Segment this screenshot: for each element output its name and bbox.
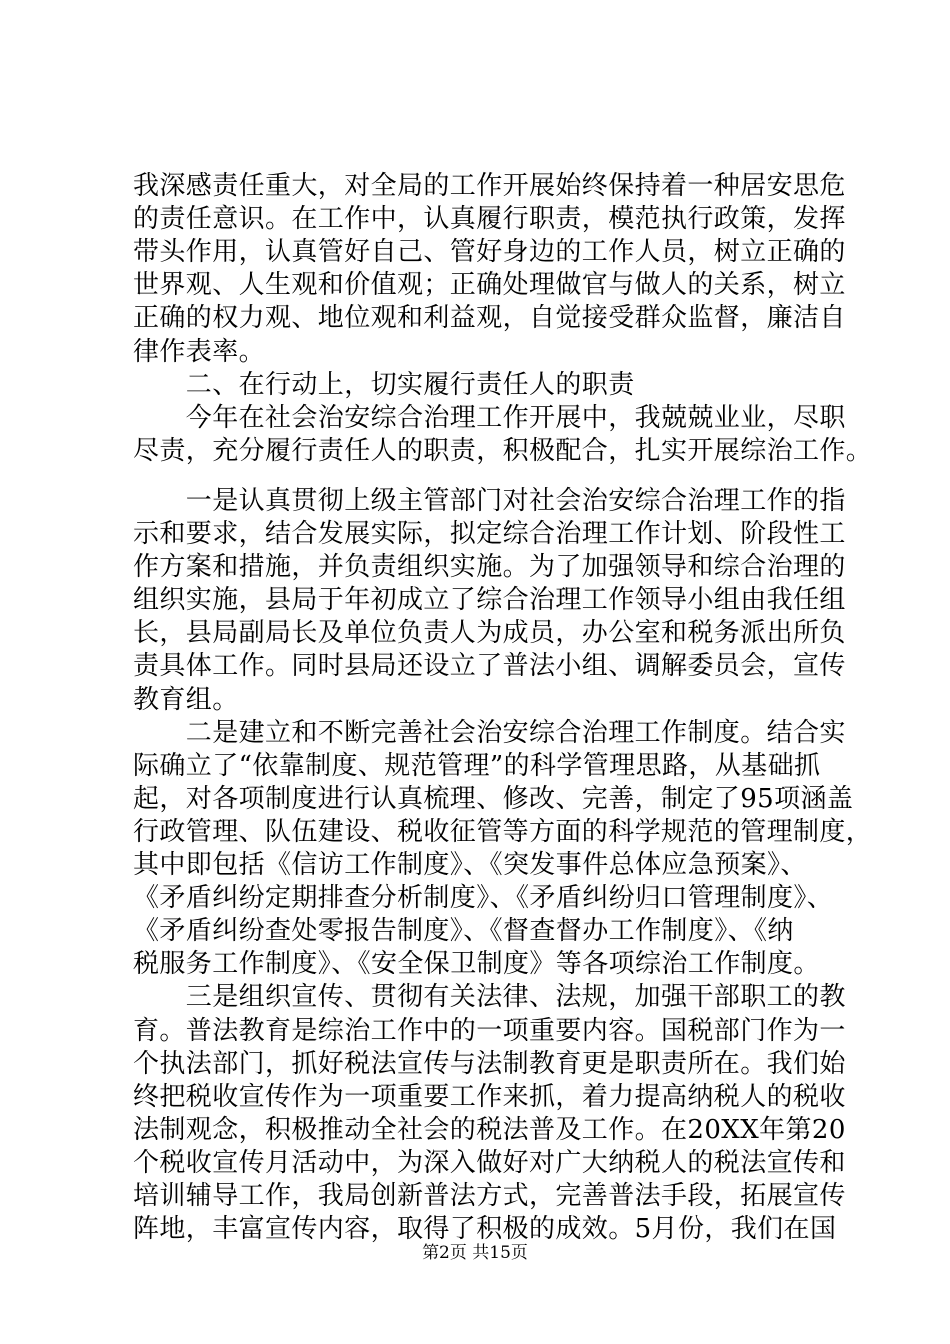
text-line-31: 培训辅导工作，我局创新普法方式，完善普法手段，拓展宣传 [133,1181,846,1211]
text-line-3: 带头作用，认真管好自己、管好身边的工作人员，树立正确的 [133,237,846,268]
text-line-24: 税服务工作制度》、《安全保卫制度》等各项综治工作制度。 [133,949,820,980]
text-line-18: 际确立了“依靠制度、规范管理”的科学管理思路，从基础抓 [133,750,821,781]
text-line-2: 的责任意识。在工作中，认真履行职责，模范执行政策，发挥 [133,204,846,235]
text-line-4: 世界观、人生观和价值观；正确处理做官与做人的关系，树立 [133,270,846,301]
text-line-9: 尽责，充分履行责任人的职责，积极配合，扎实开展综治工作。 [133,435,873,466]
text-line-8: 今年在社会治安综合治理工作开展中，我兢兢业业，尽职 [133,402,846,433]
text-line-17: 二是建立和不断完善社会治安综合治理工作制度。结合实 [133,717,846,748]
text-line-12: 作方案和措施，并负责组织实施。为了加强领导和综合治理的 [133,552,846,583]
text-line-19: 起，对各项制度进行认真梳理、修改、完善，制定了95项涵盖 [133,783,854,814]
text-line-23: 《矛盾纠纷查处零报告制度》、《督查督办工作制度》、《纳 [133,916,794,947]
text-line-20: 行政管理、队伍建设、税收征管等方面的科学规范的管理制度， [133,816,873,847]
text-line-29: 法制观念，积极推动全社会的税法普及工作。在20XX年第20 [133,1114,846,1145]
text-line-32: 阵地，丰富宣传内容，取得了积极的成效。5月份，我们在国 [133,1214,837,1245]
text-line-27: 个执法部门，抓好税法宣传与法制教育更是职责所在。我们始 [133,1048,846,1079]
text-line-14: 长，县局副局长及单位负责人为成员，办公室和税务派出所负 [133,618,846,649]
section-heading-2: 二、在行动上，切实履行责任人的职责 [133,369,635,400]
text-line-10: 一是认真贯彻上级主管部门对社会治安综合治理工作的指 [133,485,846,516]
text-line-21: 其中即包括《信访工作制度》、《突发事件总体应急预案》、 [133,850,807,880]
page-number-footer: 第2页 共15页 [422,1243,528,1263]
text-line-16: 教育组。 [133,684,239,715]
text-line-13: 组织实施，县局于年初成立了综合治理工作领导小组由我任组 [133,585,846,616]
text-line-30: 个税收宣传月活动中，为深入做好对广大纳税人的税法宣传和 [133,1147,846,1178]
text-line-6: 律作表率。 [133,336,266,367]
text-line-26: 育。普法教育是综治工作中的一项重要内容。国税部门作为一 [133,1015,846,1046]
text-line-1: 我深感责任重大，对全局的工作开展始终保持着一种居安思危 [133,171,846,201]
text-line-11: 示和要求，结合发展实际，拟定综合治理工作计划、阶段性工 [133,519,846,549]
text-line-28: 终把税收宣传作为一项重要工作来抓，着力提高纳税人的税收 [133,1081,846,1112]
text-line-22: 《矛盾纠纷定期排查分析制度》、《矛盾纠纷归口管理制度》、 [133,883,834,914]
text-line-5: 正确的权力观、地位观和利益观，自觉接受群众监督，廉洁自 [133,303,846,334]
text-line-25: 三是组织宣传、贯彻有关法律、法规，加强干部职工的教 [133,982,846,1013]
text-line-15: 责具体工作。同时县局还设立了普法小组、调解委员会，宣传 [133,651,846,682]
